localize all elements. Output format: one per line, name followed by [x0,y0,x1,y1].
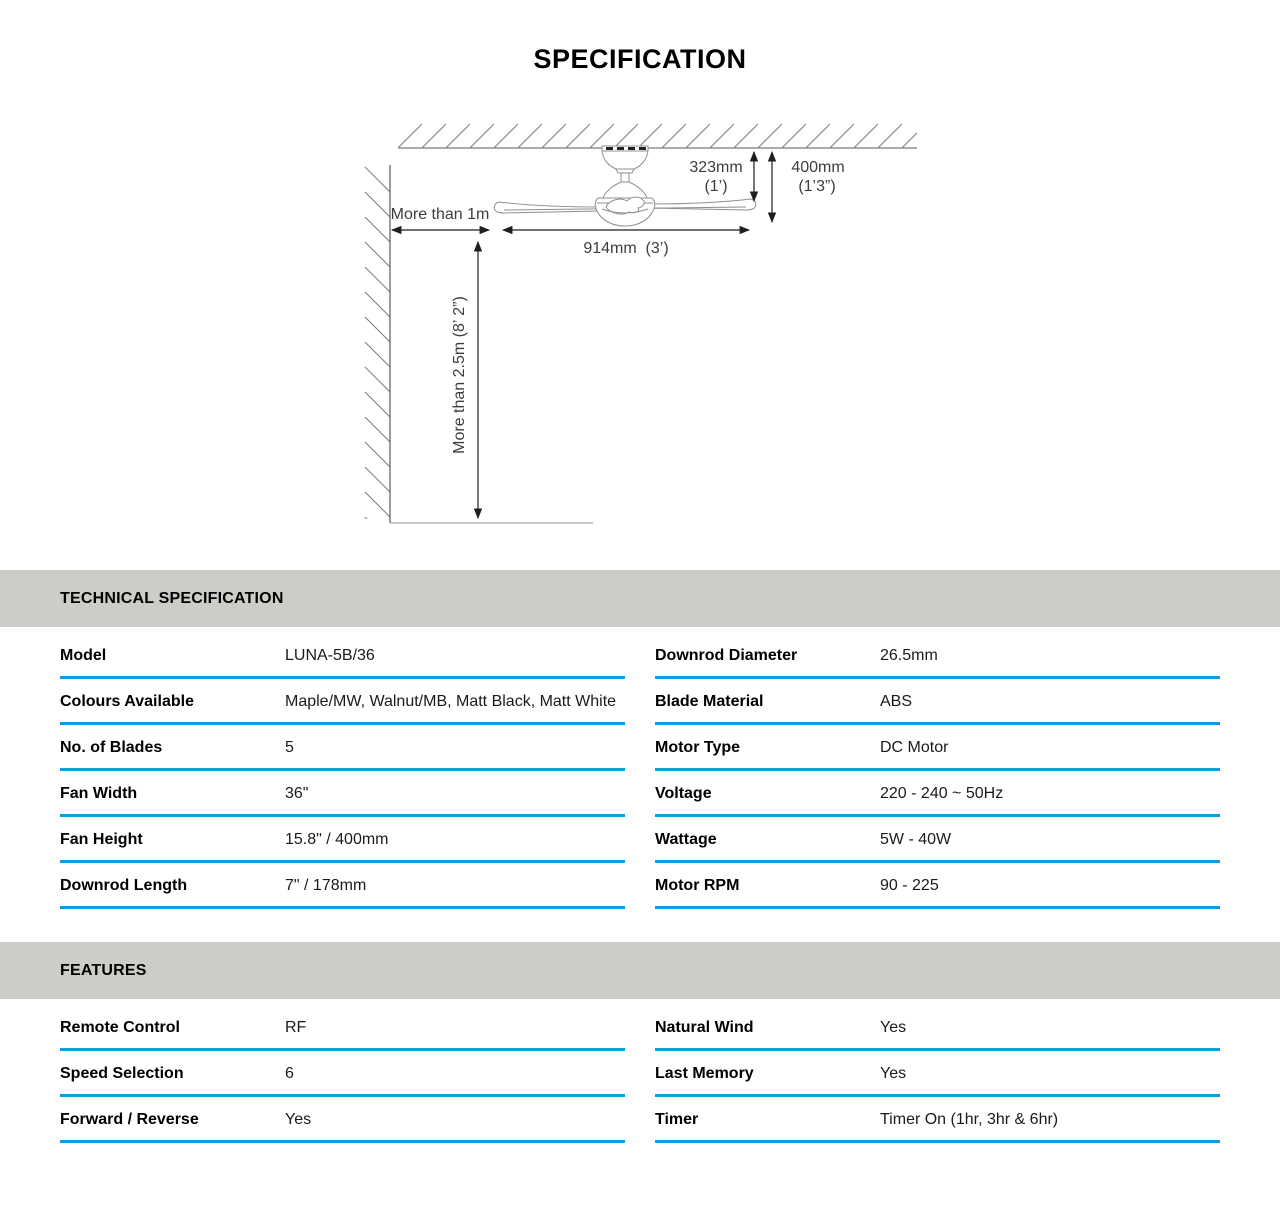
spec-label: Last Memory [655,1065,754,1082]
table-row [60,679,625,725]
table-row [655,817,1220,863]
spec-value: 36" [285,785,309,802]
spec-label: Model [60,647,107,664]
spec-label: Downrod Diameter [655,647,798,664]
features-heading: FEATURES [60,961,147,979]
table-row [655,1097,1220,1143]
spec-value: Yes [285,1111,312,1128]
table-row [60,725,625,771]
spec-label: Colours Available [60,693,194,710]
spec-value: 5 [285,739,294,756]
spec-value: 90 - 225 [880,877,939,894]
spec-label: Motor Type [655,739,741,756]
features-right-column [655,1005,1220,1143]
table-row [60,633,625,679]
spec-label: Speed Selection [60,1065,184,1082]
technical-left-column [60,633,625,909]
diagram-section [0,0,1280,570]
page-title: SPECIFICATION [533,44,747,74]
technical-right-column [655,633,1220,909]
technical-specification-bar [0,570,1280,627]
label-400mm-ft: (1’3”) [798,178,836,195]
spec-label: Natural Wind [655,1019,754,1036]
spec-value: Yes [880,1019,907,1036]
label-323mm-ft: (1’) [704,178,728,195]
table-row [655,679,1220,725]
spec-value: 5W - 40W [880,831,952,848]
spec-value: Yes [880,1065,907,1082]
spec-value: 6 [285,1065,294,1082]
features-table [0,1005,1280,1143]
spec-label: Forward / Reverse [60,1111,199,1128]
installation-diagram [340,95,940,540]
spec-value: DC Motor [880,739,949,756]
spec-value: Maple/MW, Walnut/MB, Matt Black, Matt White [285,693,617,710]
spec-label: Blade Material [655,693,764,710]
label-323mm: 323mm [689,159,743,176]
label-floor-clearance: More than 2.5m (8’ 2”) [451,296,468,454]
technical-specification-heading: TECHNICAL SPECIFICATION [60,589,284,607]
spec-label: Fan Width [60,785,138,802]
table-row [655,771,1220,817]
spec-label: Remote Control [60,1019,180,1036]
features-left-column [60,1005,625,1143]
label-fan-span: 914mm (3’) [583,240,669,257]
spec-value: 26.5mm [880,647,938,664]
spec-label: Voltage [655,785,712,802]
table-row [60,1097,625,1143]
table-row [60,1005,625,1051]
spec-label: Wattage [655,831,717,848]
table-row [655,1051,1220,1097]
table-row [655,1005,1220,1051]
table-row [655,633,1220,679]
spec-value: LUNA-5B/36 [285,647,375,664]
spec-value: 220 - 240 ~ 50Hz [880,785,1004,802]
table-row [655,863,1220,909]
spec-label: Downrod Length [60,877,188,894]
table-row [60,1051,625,1097]
spec-value: 15.8" / 400mm [285,831,389,848]
label-wall-clearance: More than 1m [390,206,490,223]
spec-value: Timer On (1hr, 3hr & 6hr) [880,1111,1059,1128]
ceiling-hatch [398,120,917,148]
spec-value: ABS [880,693,913,710]
spec-label: No. of Blades [60,739,163,756]
spec-label: Timer [655,1111,699,1128]
table-row [60,817,625,863]
features-bar [0,942,1280,999]
spec-value: 7" / 178mm [285,877,367,894]
spec-value: RF [285,1019,307,1036]
spec-label: Fan Height [60,831,143,848]
spec-label: Motor RPM [655,877,740,894]
table-row [60,771,625,817]
table-row [60,863,625,909]
technical-specification-table [0,633,1280,909]
table-row [655,725,1220,771]
label-400mm: 400mm [791,159,845,176]
